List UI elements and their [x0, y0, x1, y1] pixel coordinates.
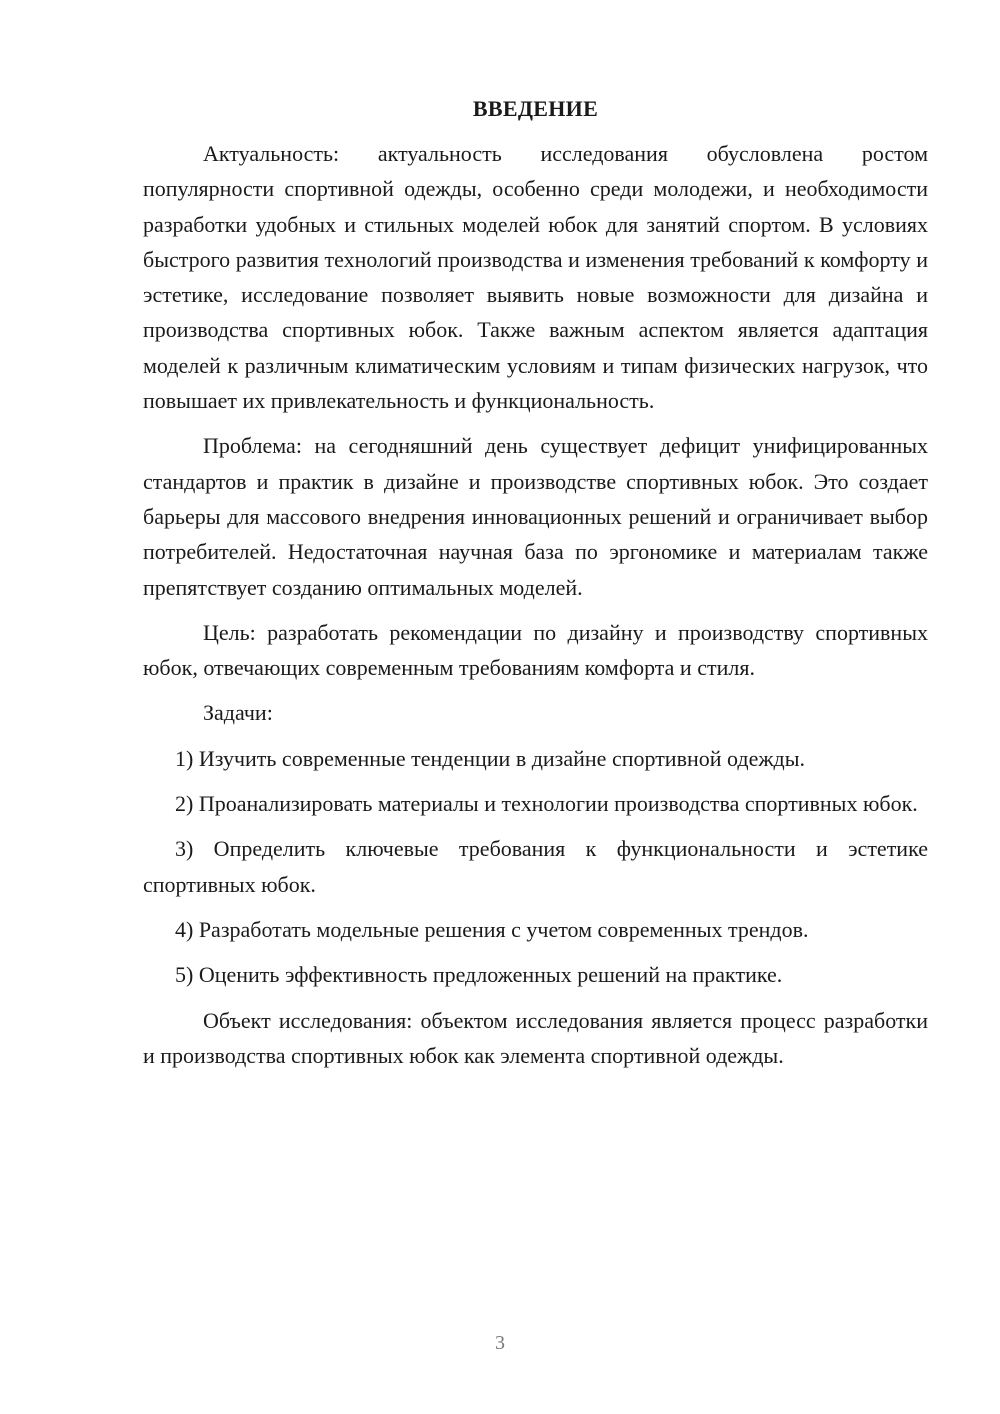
list-item: 2) Проанализировать материалы и технологии производства спортивных юбок. [175, 791, 918, 817]
list-item: 1) Изучить современные тенденции в дизайне спортивной одежды. [175, 745, 806, 771]
list-item: 4) Разработать модельные решения с учетом современных трендов. [175, 916, 809, 942]
problem-paragraph: Проблема: на сегодняшний день существует дефицит унифицированных стандартов и практик в дизайне и производстве спортивных юбок. Это создает барьеры для массового внедрения инновационных решений и ограничивает выбор потребителей. Недостаточная научная база по эргономике и материалам также препятствует созданию оптимальных моделей. [143, 433, 928, 600]
goal-paragraph: Цель: разработать рекомендации по дизайну и производству спортивных юбок, отвечающих современным требованиям комфорта и стиля. [143, 619, 928, 681]
object-paragraph: Объект исследования: объектом исследования является процесс разработки и производства спортивных юбок как элемента спортивной одежды. [143, 1007, 928, 1068]
document-page [143, 90, 928, 1073]
list-item: 5) Оценить эффективность предложенных решений на практике. [175, 962, 783, 988]
tasks-list [143, 741, 928, 993]
tasks-heading: Задачи: [203, 700, 273, 726]
relevance-paragraph: Актуальность: актуальность исследования обусловлена ростом популярности спортивной одежды, особенно среди молодежи, и необходимости разработки удобных и стильных моделей юбок для занятий спортом. В условиях быстрого развития технологий производства и изменения требований к комфорту и эстетике, исследование позволяет выявить новые возможности для дизайна и производства спортивных юбок. Также важным аспектом является адаптация моделей к различным климатическим условиям и типам физических нагрузок, что повышает их привлекательность и функциональность. [143, 141, 928, 414]
list-item: 3) Определить ключевые требования к функциональности и эстетике спортивных юбок. [143, 836, 928, 897]
page-number: 3 [495, 1332, 505, 1354]
section-title: ВВЕДЕНИЕ [472, 96, 599, 121]
